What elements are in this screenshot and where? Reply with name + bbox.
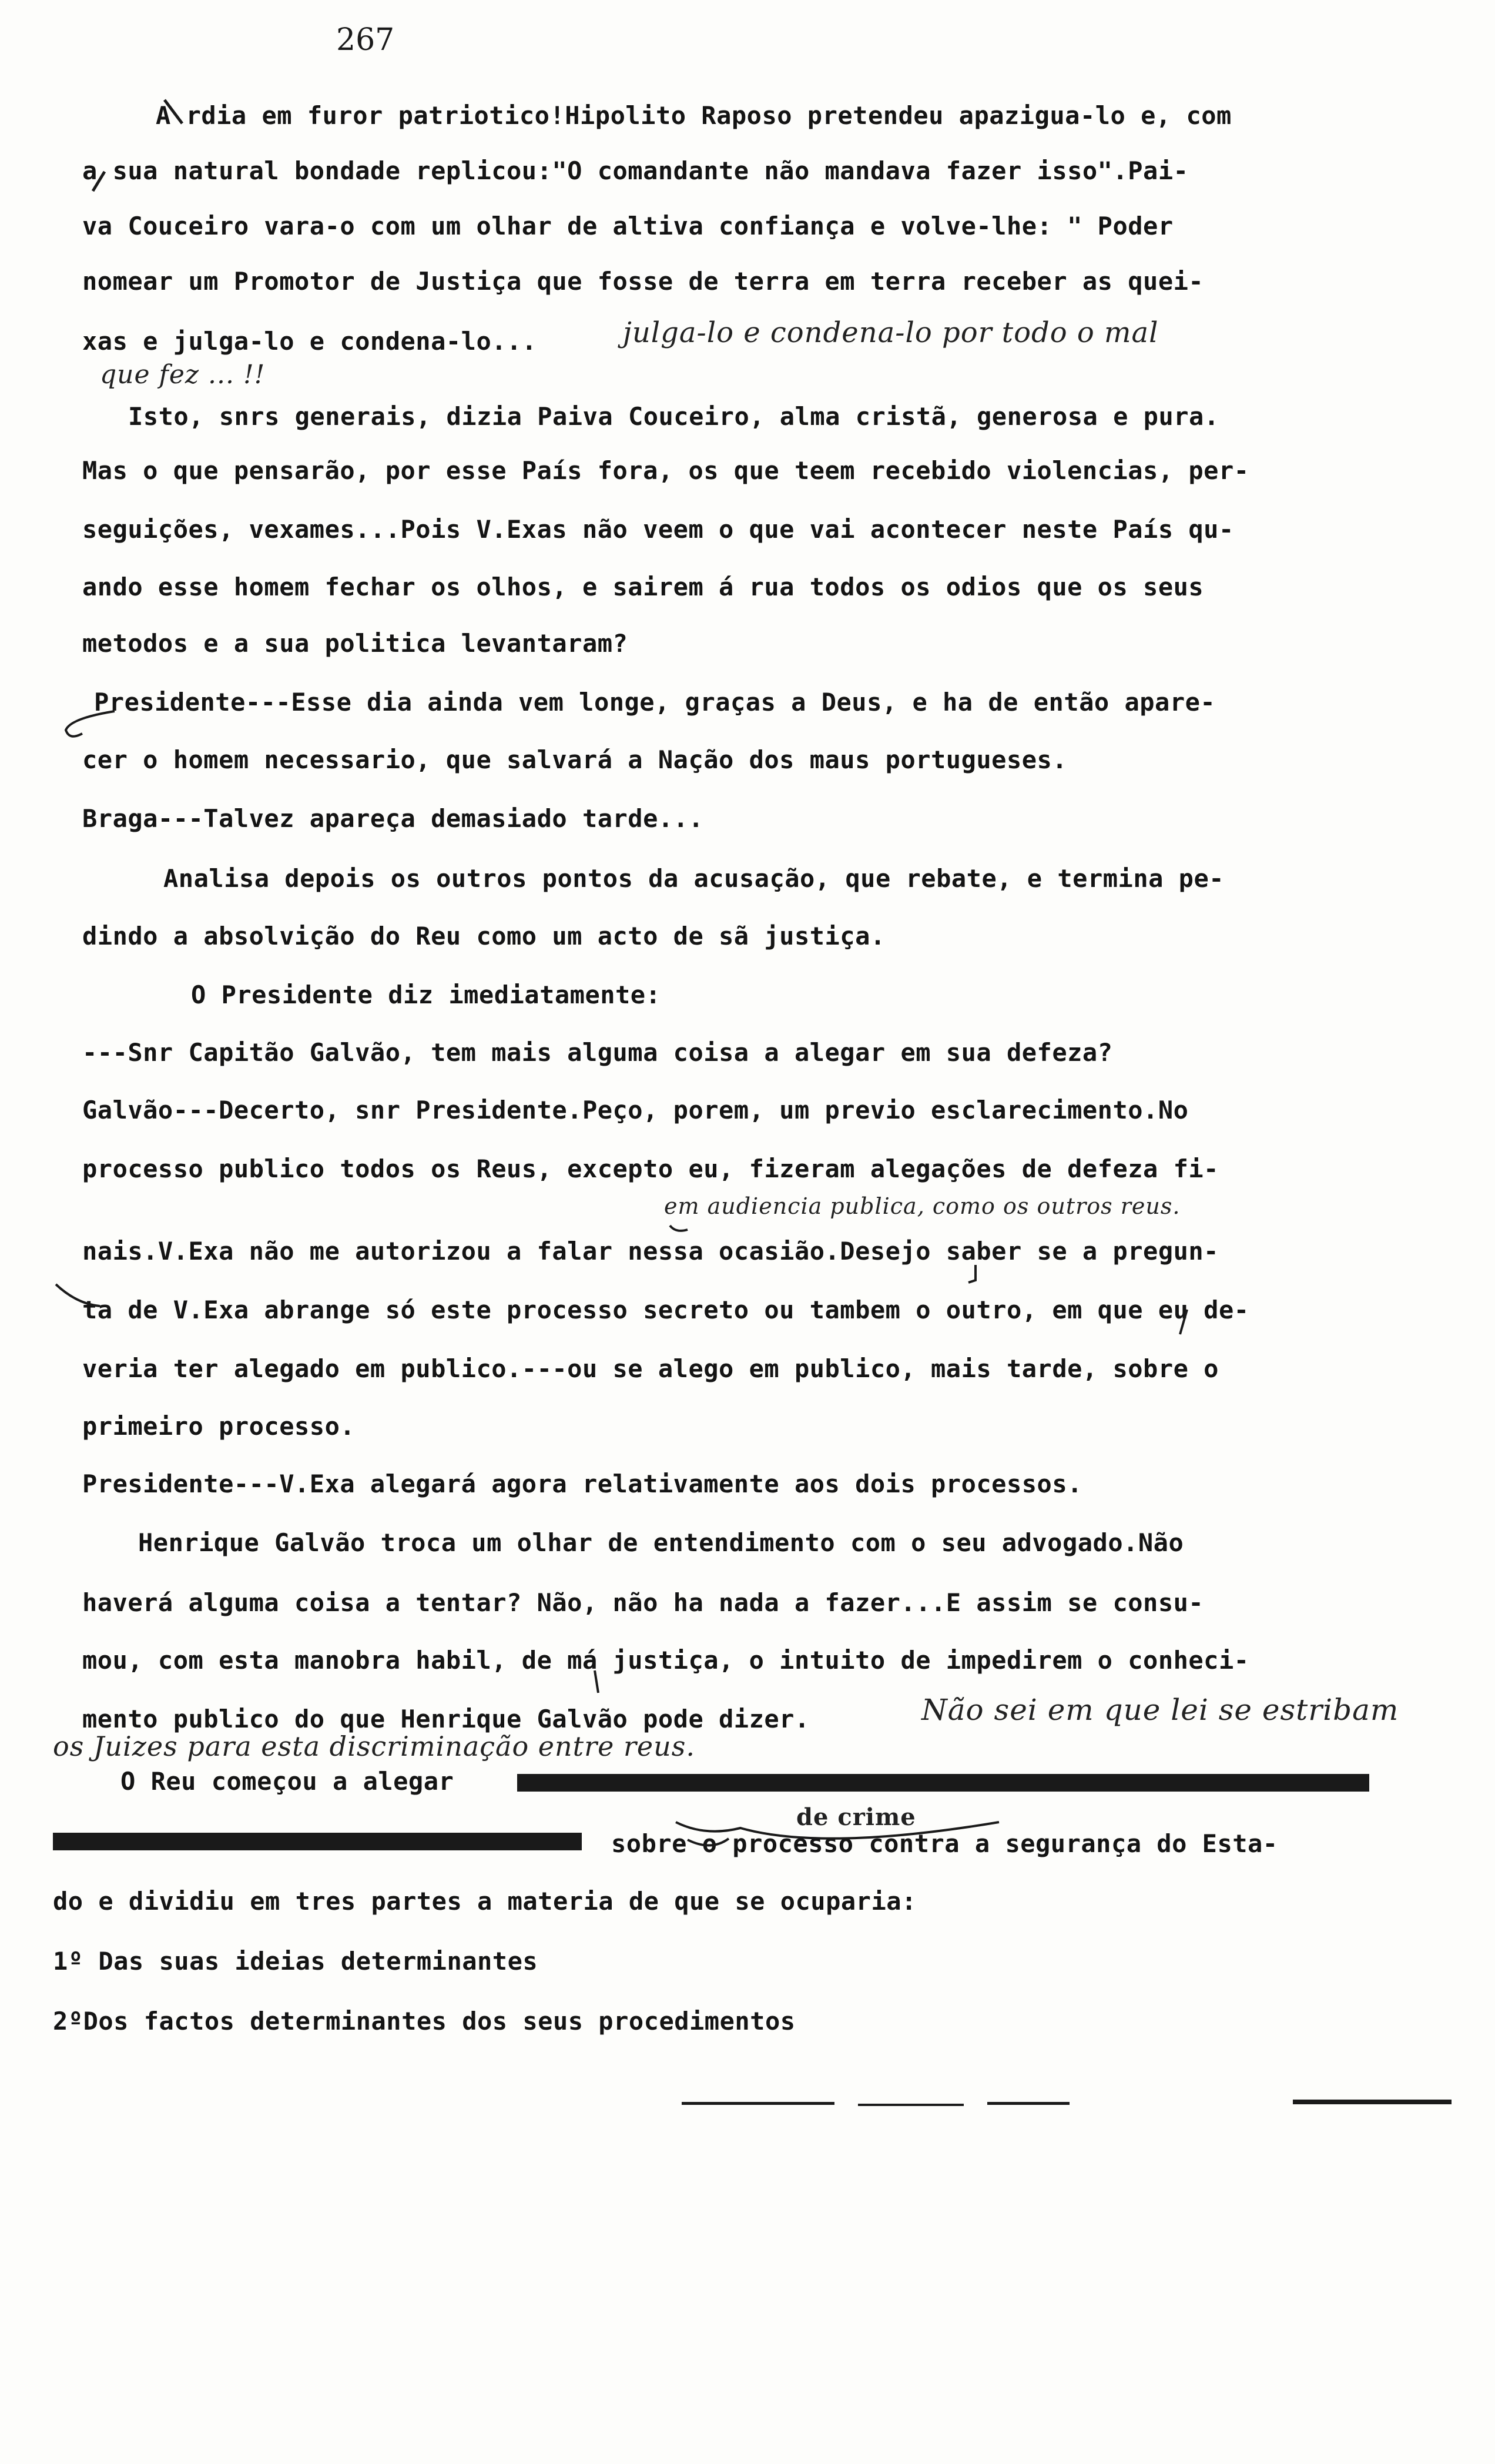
text-line-26: haverá alguma coisa a tentar? Não, não ha nada a fazer...E assim se consu- bbox=[82, 1588, 1204, 1617]
text-line-17: ---Snr Capitão Galvão, tem mais alguma coisa a alegar em sua defeza? bbox=[82, 1038, 1113, 1067]
insert-mark-ocasiao bbox=[968, 1265, 976, 1283]
insert-mark-audiencia bbox=[670, 1226, 688, 1231]
text-line-4: nomear um Promotor de Justiça que fosse de terra em terra receber as quei- bbox=[82, 267, 1204, 296]
text-line-10: metodos e a sua politica levantaram? bbox=[82, 629, 628, 658]
text-line-11: Presidente---Esse dia ainda vem longe, graças a Deus, e ha de então apare- bbox=[94, 688, 1216, 717]
text-line-22: veria ter alegado em publico.---ou se alego em publico, mais tarde, sobre o bbox=[82, 1354, 1219, 1383]
text-line-15: dindo a absolvição do Reu como um acto de sã justiça. bbox=[82, 922, 886, 950]
caret-mark-2 bbox=[93, 172, 105, 191]
text-line-23: primeiro processo. bbox=[82, 1412, 356, 1441]
text-line-8: seguições, vexames...Pois V.Exas não veem o que vai acontecer neste País qu- bbox=[82, 515, 1234, 544]
page-number: 267 bbox=[336, 22, 395, 58]
handwritten-em-audiencia: em audiencia publica, como os outros reus. bbox=[664, 1193, 1181, 1219]
text-line-9: ando esse homem fechar os olhos, e sairem á rua todos os odios que os seus bbox=[82, 573, 1204, 601]
text-line-30: sobre o processo contra a segurança do Esta- bbox=[611, 1829, 1278, 1858]
bottom-rule-3 bbox=[987, 2102, 1070, 2105]
handwritten-margin-note-1: Não sei em que lei se estribam bbox=[921, 1693, 1399, 1727]
comma-insert-mark bbox=[1180, 1310, 1187, 1334]
comma-insert-mark-2 bbox=[595, 1670, 598, 1693]
text-line-32: 1º Das suas ideias determinantes bbox=[53, 1947, 538, 1976]
text-line-13: Braga---Talvez apareça demasiado tarde... bbox=[82, 804, 704, 833]
text-line-1: A rdia em furor patriotico!Hipolito Raposo pretendeu apazigua-lo e, com bbox=[156, 101, 1232, 130]
text-line-31: do e dividiu em tres partes a materia de que se ocuparia: bbox=[53, 1887, 917, 1916]
text-line-33: 2ºDos factos determinantes dos seus procedimentos bbox=[53, 2007, 796, 2036]
continuation-mark bbox=[56, 1284, 100, 1306]
handwritten-insert-condena: julga-lo e condena-lo por todo o mal bbox=[623, 316, 1159, 349]
text-line-3: va Couceiro vara-o com um olhar de altiva confiança e volve-lhe: " Poder bbox=[82, 212, 1174, 240]
bracket-mark-presidente bbox=[66, 711, 115, 736]
text-line-28: mento publico do que Henrique Galvão pode dizer. bbox=[82, 1705, 810, 1733]
text-line-19: processo publico todos os Reus, excepto eu, fizeram alegações de defeza fi- bbox=[82, 1154, 1219, 1183]
text-line-2: a sua natural bondade replicou:"O comandante não mandava fazer isso".Pai- bbox=[82, 156, 1189, 185]
text-line-12: cer o homem necessario, que salvará a Nação dos maus portugueses. bbox=[82, 745, 1068, 774]
text-line-25: Henrique Galvão troca um olhar de entendimento com o seu advogado.Não bbox=[138, 1528, 1184, 1557]
text-line-27: mou, com esta manobra habil, de má justiça, o intuito de impedirem o conheci- bbox=[82, 1646, 1249, 1675]
insert-loop-de-crime bbox=[688, 1839, 729, 1846]
handwritten-margin-note-2: os Juizes para esta discriminação entre reus. bbox=[53, 1730, 696, 1762]
insert-bracket-de-crime bbox=[676, 1822, 999, 1839]
text-line-24: Presidente---V.Exa alegará agora relativamente aos dois processos. bbox=[82, 1469, 1082, 1498]
text-line-7: Mas o que pensarão, por esse País fora, os que teem recebido violencias, per- bbox=[82, 456, 1249, 485]
text-line-6: Isto, snrs generais, dizia Paiva Couceiro, alma cristã, generosa e pura. bbox=[128, 402, 1219, 431]
bottom-rule-2 bbox=[858, 2104, 964, 2106]
text-line-5: xas e julga-lo e condena-lo... bbox=[82, 327, 537, 356]
handwritten-que-fez: que fez ... !! bbox=[100, 360, 266, 390]
caret-mark-1 bbox=[165, 100, 182, 123]
handwritten-de-crime: de crime bbox=[796, 1803, 916, 1831]
text-line-29: O Reu começou a alegar bbox=[120, 1767, 454, 1796]
text-line-18: Galvão---Decerto, snr Presidente.Peço, porem, um previo esclarecimento.No bbox=[82, 1096, 1189, 1124]
text-line-16: O Presidente diz imediatamente: bbox=[191, 980, 661, 1009]
text-line-14: Analisa depois os outros pontos da acusação, que rebate, e termina pe- bbox=[163, 864, 1225, 893]
bottom-rule-1 bbox=[682, 2102, 834, 2105]
bottom-rule-4 bbox=[1293, 2100, 1452, 2104]
text-line-20: nais.V.Exa não me autorizou a falar nessa ocasião.Desejo saber se a pregun- bbox=[82, 1237, 1219, 1266]
text-line-21: ta de V.Exa abrange só este processo secreto ou tambem o outro, em que eu de- bbox=[82, 1295, 1249, 1324]
